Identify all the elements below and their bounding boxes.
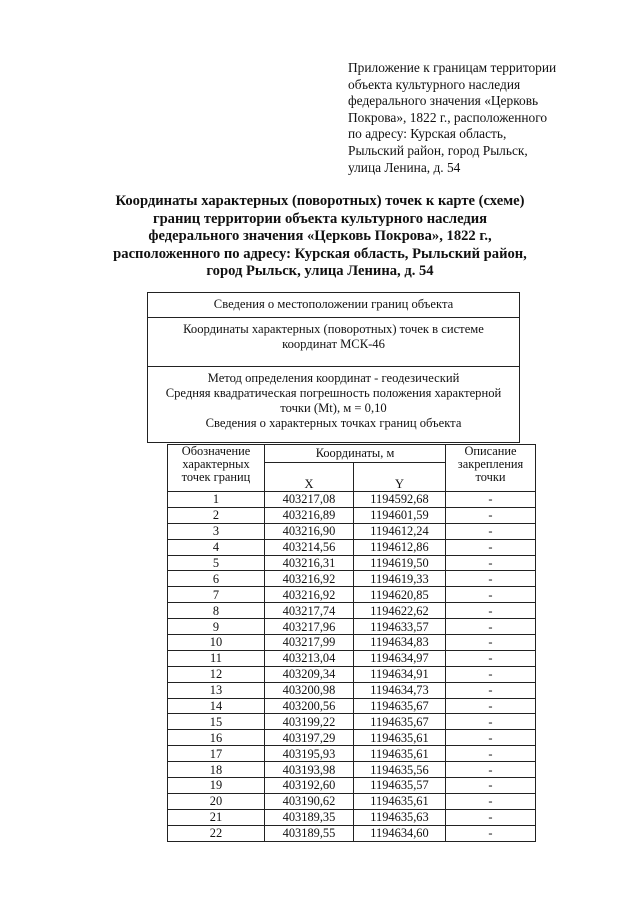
table-row	[168, 825, 536, 841]
section-method-line: точки (Mt), м = 0,10	[280, 401, 387, 415]
cell-point-number: 17	[168, 746, 265, 762]
table-row	[168, 666, 536, 682]
header-description-line: Описание	[464, 444, 517, 458]
table-row	[168, 682, 536, 698]
cell-x: 403216,31	[265, 555, 354, 571]
cell-x: 403217,96	[265, 619, 354, 635]
cell-point-number: 14	[168, 698, 265, 714]
cell-description: -	[446, 571, 536, 587]
cell-description: -	[446, 587, 536, 603]
header-description-line: закрепления	[457, 457, 524, 471]
appendix-note	[348, 60, 598, 176]
table-row	[168, 603, 536, 619]
cell-description: -	[446, 555, 536, 571]
section-location-text: Сведения о местоположении границ объекта	[213, 297, 454, 311]
cell-point-number: 21	[168, 809, 265, 825]
table-row	[168, 619, 536, 635]
table-row	[168, 492, 536, 508]
cell-y: 1194635,67	[354, 714, 446, 730]
table-row	[168, 778, 536, 794]
cell-x: 403192,60	[265, 778, 354, 794]
appendix-line: Покрова», 1822 г., расположенного	[348, 109, 548, 125]
cell-description: -	[446, 507, 536, 523]
cell-x: 403200,56	[265, 698, 354, 714]
cell-point-number: 16	[168, 730, 265, 746]
cell-point-number: 20	[168, 793, 265, 809]
cell-point-number: 19	[168, 778, 265, 794]
appendix-line: улица Ленина, д. 54	[348, 159, 461, 175]
cell-x: 403217,74	[265, 603, 354, 619]
table-header-row	[168, 445, 536, 463]
cell-point-number: 3	[168, 523, 265, 539]
table-row	[168, 523, 536, 539]
cell-description: -	[446, 619, 536, 635]
header-x: X	[265, 463, 354, 492]
cell-y: 1194619,33	[354, 571, 446, 587]
section-system-line: Координаты характерных (поворотных) точек в системе	[183, 322, 484, 336]
table-row	[168, 714, 536, 730]
cell-y: 1194612,86	[354, 539, 446, 555]
cell-point-number: 7	[168, 587, 265, 603]
cell-x: 403199,22	[265, 714, 354, 730]
cell-x: 403189,35	[265, 809, 354, 825]
section-method	[147, 366, 520, 443]
cell-point-number: 13	[168, 682, 265, 698]
table-row	[168, 809, 536, 825]
cell-point-number: 12	[168, 666, 265, 682]
section-coordinate-system	[147, 317, 520, 367]
appendix-line: по адресу: Курская область,	[348, 126, 507, 142]
title-line: город Рыльск, улица Ленина, д. 54	[206, 263, 434, 280]
cell-y: 1194635,67	[354, 698, 446, 714]
cell-description: -	[446, 523, 536, 539]
title-line: Координаты характерных (поворотных) точек к карте (схеме)	[115, 193, 525, 209]
cell-point-number: 18	[168, 762, 265, 778]
header-point-name-line: Обозначение	[181, 444, 251, 458]
cell-point-number: 10	[168, 635, 265, 651]
cell-x: 403216,92	[265, 571, 354, 587]
cell-x: 403217,99	[265, 635, 354, 651]
cell-description: -	[446, 809, 536, 825]
header-description	[446, 445, 536, 492]
cell-description: -	[446, 778, 536, 794]
section-method-line: Сведения о характерных точках границ объекта	[205, 416, 462, 430]
cell-description: -	[446, 714, 536, 730]
cell-description: -	[446, 492, 536, 508]
cell-point-number: 1	[168, 492, 265, 508]
table-row	[168, 635, 536, 651]
cell-y: 1194622,62	[354, 603, 446, 619]
title-line: федерального значения «Церковь Покрова», 1822 г.,	[148, 228, 492, 245]
cell-y: 1194635,61	[354, 730, 446, 746]
table-row	[168, 746, 536, 762]
section-method-line: Средняя квадратическая погрешность положения характерной	[165, 386, 502, 400]
cell-x: 403213,04	[265, 650, 354, 666]
appendix-line: Приложение к границам территории	[348, 60, 557, 75]
cell-x: 403189,55	[265, 825, 354, 841]
table-row	[168, 650, 536, 666]
header-point-name-line: характерных	[182, 457, 250, 471]
cell-x: 403193,98	[265, 762, 354, 778]
cell-point-number: 4	[168, 539, 265, 555]
cell-description: -	[446, 825, 536, 841]
cell-point-number: 9	[168, 619, 265, 635]
cell-y: 1194592,68	[354, 492, 446, 508]
cell-y: 1194634,91	[354, 666, 446, 682]
appendix-line: объекта культурного наследия	[348, 76, 521, 92]
table-row	[168, 587, 536, 603]
cell-description: -	[446, 666, 536, 682]
table-row	[168, 698, 536, 714]
cell-y: 1194635,56	[354, 762, 446, 778]
section-system-line: координат МСК-46	[282, 337, 385, 351]
cell-x: 403216,90	[265, 523, 354, 539]
section-method-line: Метод определения координат - геодезический	[207, 371, 460, 385]
title-line: расположенного по адресу: Курская область, Рыльский район,	[113, 245, 527, 262]
cell-y: 1194634,73	[354, 682, 446, 698]
cell-point-number: 11	[168, 650, 265, 666]
coordinates-table	[167, 444, 536, 842]
cell-x: 403195,93	[265, 746, 354, 762]
cell-y: 1194620,85	[354, 587, 446, 603]
header-coordinates: Координаты, м	[265, 445, 446, 463]
header-y: Y	[354, 463, 446, 492]
cell-x: 403216,89	[265, 507, 354, 523]
cell-y: 1194601,59	[354, 507, 446, 523]
cell-description: -	[446, 698, 536, 714]
table-row	[168, 539, 536, 555]
cell-description: -	[446, 650, 536, 666]
cell-y: 1194619,50	[354, 555, 446, 571]
cell-y: 1194634,83	[354, 635, 446, 651]
cell-y: 1194633,57	[354, 619, 446, 635]
cell-y: 1194635,57	[354, 778, 446, 794]
cell-description: -	[446, 746, 536, 762]
cell-point-number: 5	[168, 555, 265, 571]
cell-point-number: 8	[168, 603, 265, 619]
header-point-name	[168, 445, 265, 492]
cell-description: -	[446, 603, 536, 619]
cell-x: 403190,62	[265, 793, 354, 809]
cell-y: 1194635,61	[354, 746, 446, 762]
header-point-name-line: точек границ	[181, 470, 251, 484]
cell-description: -	[446, 635, 536, 651]
cell-x: 403197,29	[265, 730, 354, 746]
cell-y: 1194635,63	[354, 809, 446, 825]
cell-description: -	[446, 730, 536, 746]
header-description-line: точки	[475, 470, 506, 484]
table-row	[168, 793, 536, 809]
cell-y: 1194635,61	[354, 793, 446, 809]
table-row	[168, 555, 536, 571]
cell-description: -	[446, 539, 536, 555]
cell-x: 403200,98	[265, 682, 354, 698]
cell-description: -	[446, 682, 536, 698]
cell-y: 1194634,60	[354, 825, 446, 841]
appendix-line: федерального значения «Церковь	[348, 93, 539, 109]
table-row	[168, 571, 536, 587]
document-title	[0, 193, 640, 281]
appendix-line: Рыльский район, город Рыльск,	[348, 142, 528, 158]
table-row	[168, 762, 536, 778]
cell-x: 403209,34	[265, 666, 354, 682]
cell-x: 403217,08	[265, 492, 354, 508]
table-row	[168, 730, 536, 746]
cell-x: 403216,92	[265, 587, 354, 603]
section-location	[147, 292, 520, 318]
cell-point-number: 2	[168, 507, 265, 523]
cell-point-number: 22	[168, 825, 265, 841]
cell-y: 1194634,97	[354, 650, 446, 666]
cell-point-number: 15	[168, 714, 265, 730]
table-row	[168, 507, 536, 523]
cell-description: -	[446, 762, 536, 778]
cell-description: -	[446, 793, 536, 809]
cell-point-number: 6	[168, 571, 265, 587]
title-line: границ территории объекта культурного наследия	[152, 210, 488, 227]
cell-x: 403214,56	[265, 539, 354, 555]
cell-y: 1194612,24	[354, 523, 446, 539]
